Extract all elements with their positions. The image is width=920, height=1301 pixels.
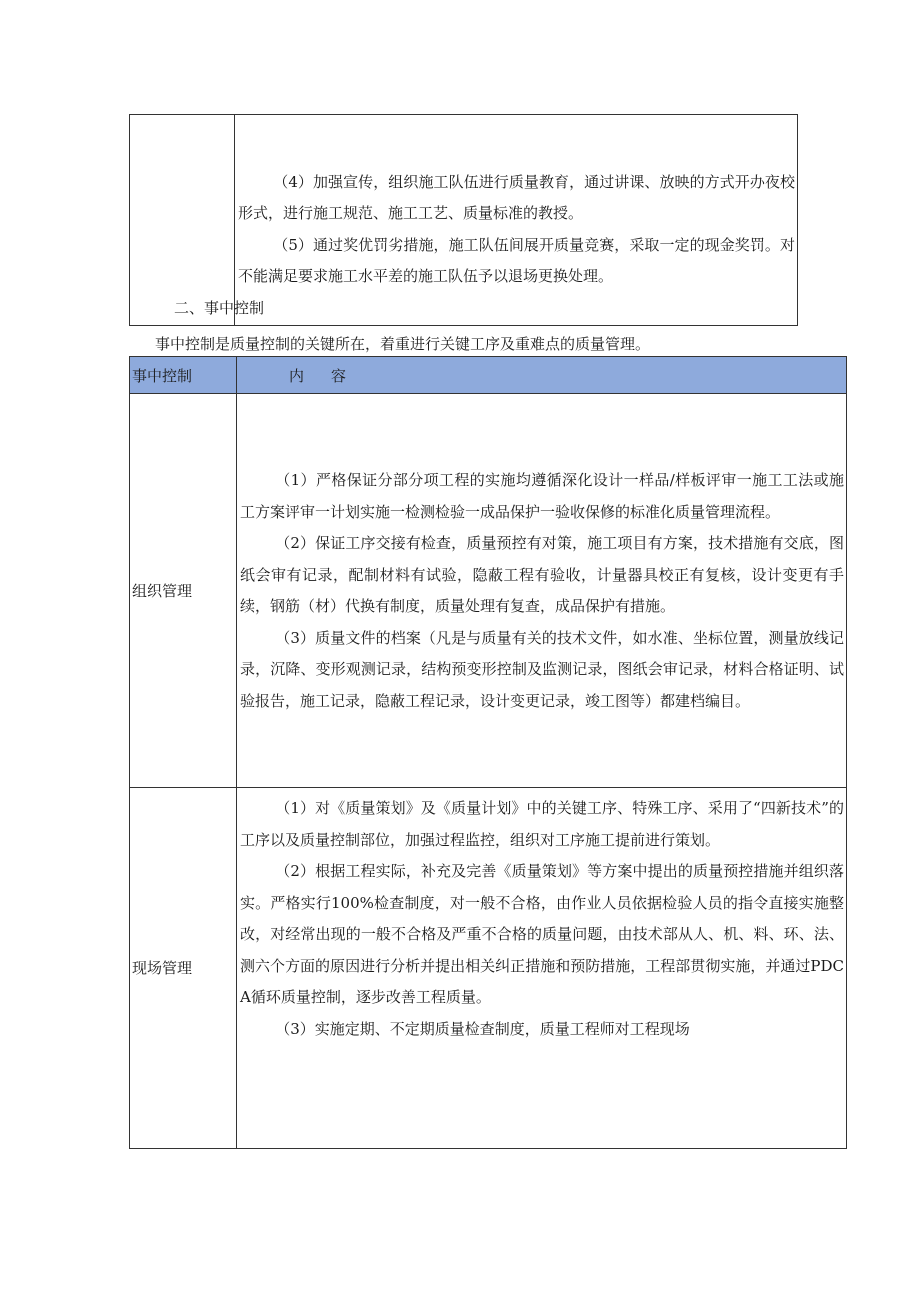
- paragraph: （2）根据工程实际，补充及完善《质量策划》等方案中提出的质量预控措施并组织落实。严格实行100%检查制度，对一般不合格，由作业人员依据检验人员的指令直接实施整改，对经常出现的一般不合格及严重不合格的质量问题，由技术部从人、机、料、环、法、测六个方面的原因进行分析并提出相关纠正措施和预防措施，工程部贯彻实施，并通过PDCA循环质量控制，逐步改善工程质量。: [240, 862, 844, 1006]
- row-label: 现场管理: [130, 788, 237, 1149]
- content-cell: [237, 788, 847, 1149]
- table-row: [130, 115, 798, 326]
- table-row: [130, 394, 847, 788]
- paragraph: （2）保证工序交接有检查，质量预控有对策，施工项目有方案，技术措施有交底，图纸会审有记录，配制材料有试验，隐蔽工程有验收，计量器具校正有复核，设计变更有手续，钢筋（材）代换有制度，质量处理有复查，成品保护有措施。: [240, 534, 844, 615]
- paragraph: （4）加强宣传，组织施工队伍进行质量教育，通过讲课、放映的方式开办夜校形式，进行施工规范、施工工艺、质量标准的教授。: [238, 172, 795, 222]
- header-content-label: 内容: [289, 366, 374, 385]
- row-label: 组织管理: [130, 394, 237, 788]
- content-cell: [235, 115, 798, 326]
- intro-paragraph: 事中控制是质量控制的关键所在，着重进行关键工序及重难点的质量管理。: [155, 335, 651, 353]
- content-cell: [237, 394, 847, 788]
- paragraph: （3）实施定期、不定期质量检查制度，质量工程师对工程现场: [275, 1019, 690, 1038]
- empty-label-cell: [130, 115, 235, 326]
- header-cell-category: 事中控制: [130, 357, 237, 394]
- table-header-row: [130, 357, 847, 394]
- section-heading: 二、事中控制: [174, 299, 265, 317]
- paragraph: （1）对《质量策划》及《质量计划》中的关键工序、特殊工序、采用了“四新技术”的工序以及质量控制部位，加强过程监控，组织对工序施工提前进行策划。: [240, 799, 844, 849]
- paragraph: （1）严格保证分部分项工程的实施均遵循深化设计一样品/样板评审一施工工法或施工方案评审一计划实施一检测检验一成品保护一验收保修的标准化质量管理流程。: [240, 471, 844, 521]
- paragraph: （5）通过奖优罚劣措施，施工队伍间展开质量竞赛，采取一定的现金奖罚。对不能满足要求施工水平差的施工队伍予以退场更换处理。: [238, 235, 795, 285]
- continuation-table: [129, 114, 798, 326]
- header-cell-content: [237, 357, 847, 394]
- in-process-control-table: [129, 356, 847, 1149]
- paragraph: （3）质量文件的档案（凡是与质量有关的技术文件，如水准、坐标位置，测量放线记录，沉降、变形观测记录，结构预变形控制及监测记录，图纸会审记录，材料合格证明、试验报告，施工记录，隐蔽工程记录，设计变更记录，竣工图等）都建档编目。: [240, 628, 844, 710]
- table-row: [130, 788, 847, 1149]
